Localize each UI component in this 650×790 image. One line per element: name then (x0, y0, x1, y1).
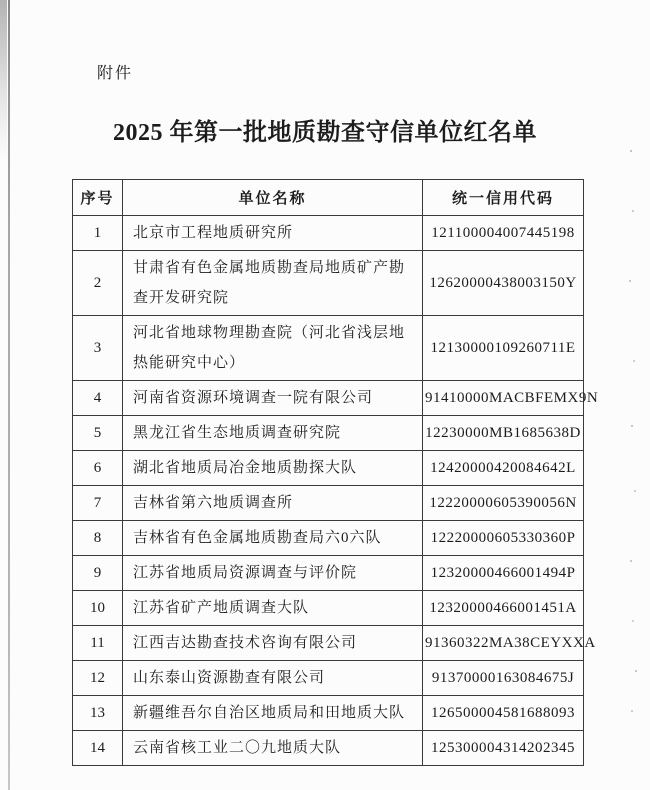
unit-name-cell: 河南省资源环境调查一院有限公司 (123, 381, 423, 416)
column-header-credit-code: 统一信用代码 (423, 180, 584, 216)
row-number-cell: 6 (73, 451, 123, 486)
credit-code-cell: 12130000109260711E (423, 316, 584, 381)
credit-code-cell: 91360322MA38CEYXXA (423, 626, 584, 661)
row-number-cell: 7 (73, 486, 123, 521)
unit-name-cell: 云南省核工业二〇九地质大队 (123, 731, 423, 766)
table-row (73, 316, 584, 381)
table-header (73, 180, 584, 216)
table-row (73, 591, 584, 626)
row-number-cell: 14 (73, 731, 123, 766)
red-list-table (72, 179, 599, 766)
table-row (73, 216, 584, 251)
row-number-cell: 10 (73, 591, 123, 626)
credit-code-cell: 12220000605330360P (423, 521, 584, 556)
credit-code-cell: 12420000420084642L (423, 451, 584, 486)
row-number-cell: 1 (73, 216, 123, 251)
row-number-cell: 13 (73, 696, 123, 731)
scan-noise-speckles (630, 150, 632, 152)
table-row (73, 251, 584, 316)
table-row (73, 661, 584, 696)
table-row (73, 416, 584, 451)
row-number-cell: 8 (73, 521, 123, 556)
column-header-number: 序号 (73, 180, 123, 216)
credit-code-cell: 12230000MB1685638D (423, 416, 584, 451)
unit-name-cell: 新疆维吾尔自治区地质局和田地质大队 (123, 696, 423, 731)
table-row (73, 696, 584, 731)
unit-name-cell: 北京市工程地质研究所 (123, 216, 423, 251)
unit-name-cell: 江苏省矿产地质调查大队 (123, 591, 423, 626)
table-row (73, 556, 584, 591)
table-row (73, 521, 584, 556)
unit-name-cell: 黑龙江省生态地质调查研究院 (123, 416, 423, 451)
row-number-cell: 9 (73, 556, 123, 591)
credit-code-cell: 12220000605390056N (423, 486, 584, 521)
row-number-cell: 5 (73, 416, 123, 451)
row-number-cell: 11 (73, 626, 123, 661)
page-title: 2025 年第一批地质勘查守信单位红名单 (113, 120, 537, 146)
table-row (73, 381, 584, 416)
attachment-label: 附件 (97, 65, 134, 82)
credit-code-cell: 126500004581688093 (423, 696, 584, 731)
credit-code-cell: 12320000466001451A (423, 591, 584, 626)
credit-code-cell: 91410000MACBFEMX9N (423, 381, 584, 416)
row-number-cell: 3 (73, 316, 123, 381)
unit-name-cell: 甘肃省有色金属地质勘查局地质矿产勘查开发研究院 (123, 251, 423, 316)
credit-code-cell: 121100004007445198 (423, 216, 584, 251)
credit-code-cell: 12620000438003150Y (423, 251, 584, 316)
red-list-table-body (73, 216, 599, 766)
table-row (73, 451, 584, 486)
unit-name-cell: 江西吉达勘查技术咨询有限公司 (123, 626, 423, 661)
unit-name-cell: 吉林省第六地质调查所 (123, 486, 423, 521)
table-header-row (73, 180, 584, 216)
table-row (73, 626, 584, 661)
credit-code-cell: 125300004314202345 (423, 731, 584, 766)
row-number-cell: 4 (73, 381, 123, 416)
unit-name-cell: 吉林省有色金属地质勘查局六0六队 (123, 521, 423, 556)
unit-name-cell: 湖北省地质局冶金地质勘探大队 (123, 451, 423, 486)
credit-code-cell: 12320000466001494P (423, 556, 584, 591)
table-row (73, 731, 584, 766)
row-number-cell: 12 (73, 661, 123, 696)
unit-name-cell: 河北省地球物理勘查院（河北省浅层地热能研究中心） (123, 316, 423, 381)
unit-name-cell: 江苏省地质局资源调查与评价院 (123, 556, 423, 591)
column-header-unit-name: 单位名称 (123, 180, 423, 216)
unit-name-cell: 山东泰山资源勘查有限公司 (123, 661, 423, 696)
row-number-cell: 2 (73, 251, 123, 316)
table-row (73, 486, 584, 521)
credit-code-cell: 91370000163084675J (423, 661, 584, 696)
